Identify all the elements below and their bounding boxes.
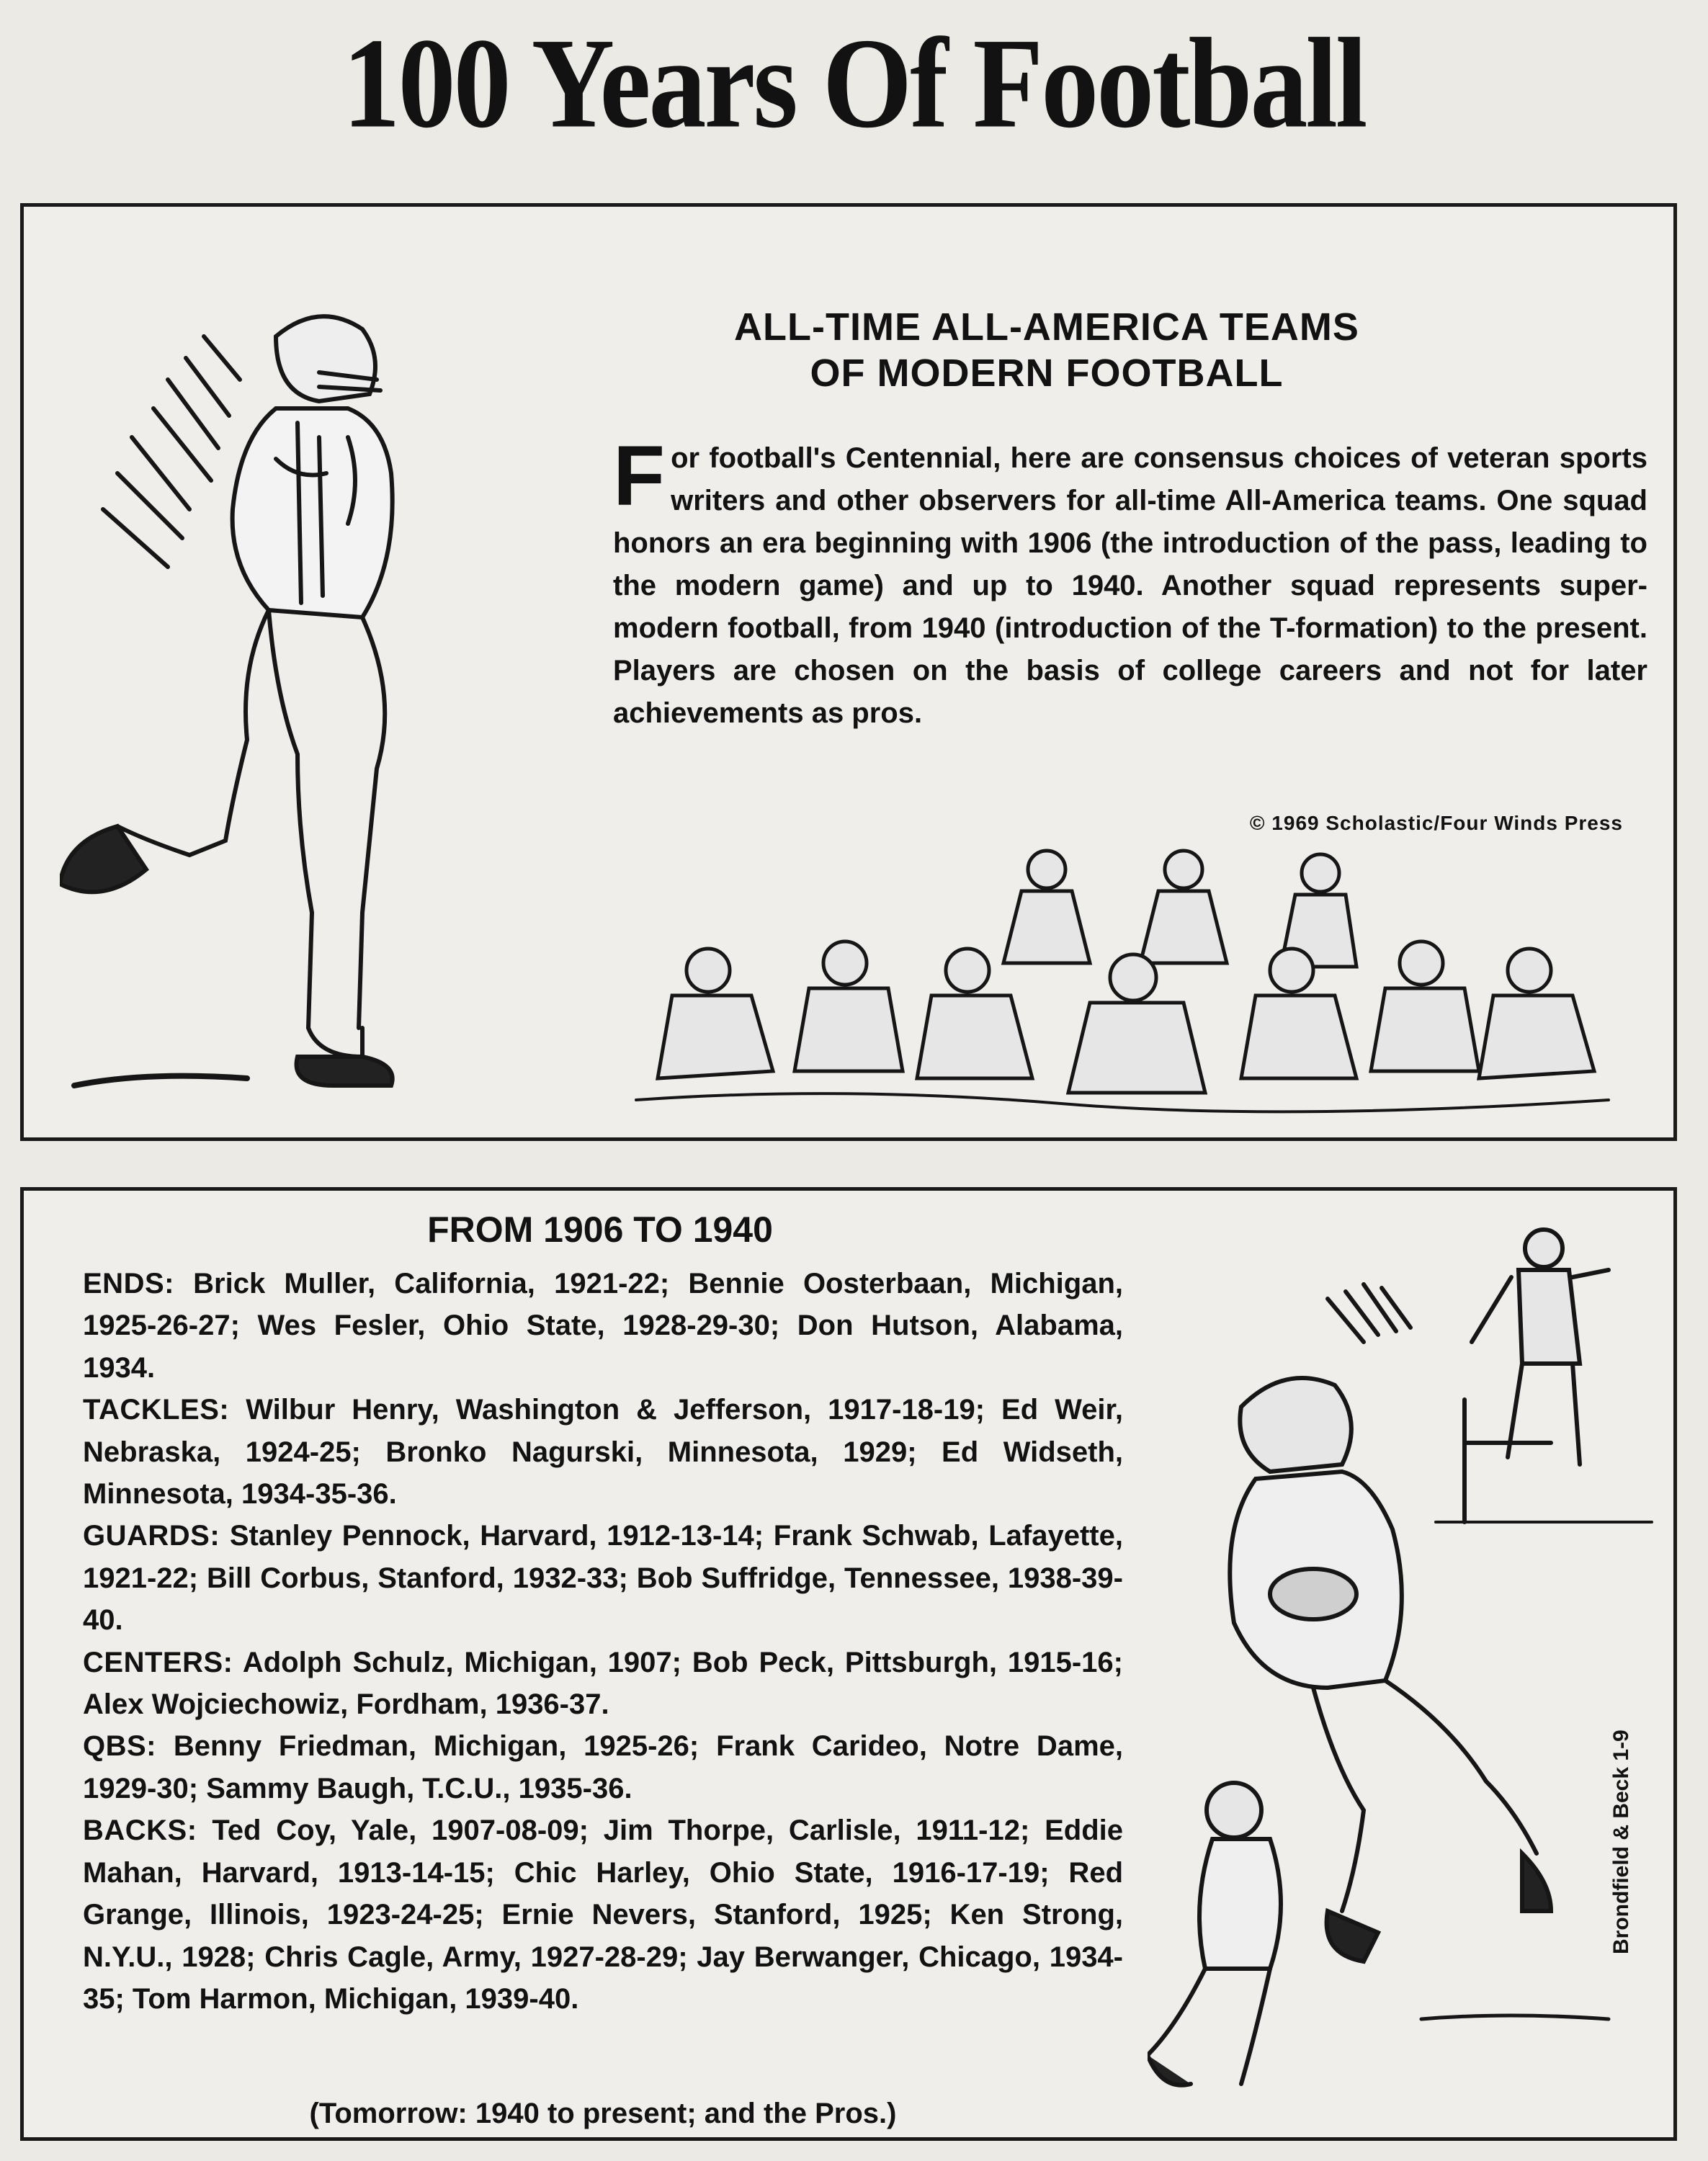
intro-dropcap: F — [613, 429, 666, 524]
roster-entry-qbs — [83, 1725, 1123, 1809]
intro-paragraph — [613, 429, 1647, 735]
position-label: GUARDS: — [83, 1520, 220, 1552]
roster-entry-backs — [83, 1809, 1123, 2020]
intro-text: or football's Centennial, here are consensus choices of veteran sports writers and other observers for all-time All-America teams. One squad honors an era beginning with 1906 (the introduction of the pass, leading to the modern game) and up to 1940. Another squad represents super-modern football, from 1940 (introduction of the T-formation) to the present. Players are chosen on the basis of college careers and not for later achievements as pros. — [613, 442, 1647, 729]
tomorrow-note: (Tomorrow: 1940 to present; and the Pros.) — [309, 2098, 897, 2129]
heading-line-2: OF MODERN FOOTBALL — [810, 352, 1284, 395]
position-players: Wilbur Henry, Washington & Jefferson, 1917-18-19; Ed Weir, Nebraska, 1924-25; Bronko Nagurski, Minnesota, 1929; Ed Widseth, Minnesota, 1934-35-36. — [83, 1394, 1123, 1511]
all-america-heading — [593, 304, 1501, 396]
position-label: CENTERS: — [83, 1646, 233, 1678]
masthead-title: 100 Years Of Football — [342, 11, 1366, 155]
era-title: FROM 1906 TO 1940 — [427, 1209, 773, 1250]
position-players: Stanley Pennock, Harvard, 1912-13-14; Frank Schwab, Lafayette, 1921-22; Bill Corbus, Stanford, 1932-33; Bob Suffridge, Tennessee, 1938-39-40. — [83, 1520, 1123, 1637]
receiver-catching-ball-drawing — [60, 293, 564, 1100]
position-label: BACKS: — [83, 1815, 197, 1847]
position-players: Benny Friedman, Michigan, 1925-26; Frank Carideo, Notre Dame, 1929-30; Sammy Baugh, T.C.U., 1935-36. — [83, 1730, 1123, 1804]
position-players: Brick Muller, California, 1921-22; Bennie Oosterbaan, Michigan, 1925-26-27; Wes Fesler, Ohio State, 1928-29-30; Don Hutson, Alabama, 1934. — [83, 1268, 1123, 1384]
roster-list — [83, 1263, 1123, 2020]
roster-entry-guards — [83, 1515, 1123, 1641]
roster-entry-ends — [83, 1263, 1123, 1389]
artist-signature: Brondfield & Beck 1-9 — [1609, 1730, 1633, 1954]
position-players: Adolph Schulz, Michigan, 1907; Bob Peck, Pittsburgh, 1915-16; Alex Wojciechowiz, Fordham, 1936-37. — [83, 1646, 1123, 1721]
position-label: ENDS: — [83, 1268, 174, 1299]
roster-panel — [20, 1187, 1677, 2141]
heading-line-1: ALL-TIME ALL-AMERICA TEAMS — [734, 305, 1359, 349]
position-label: TACKLES: — [83, 1394, 230, 1426]
copyright-credit: © 1969 Scholastic/Four Winds Press — [1249, 812, 1623, 834]
offensive-line-formation-drawing — [629, 841, 1623, 1129]
ball-carrier-running-drawing — [1148, 1220, 1666, 2127]
position-players: Ted Coy, Yale, 1907-08-09; Jim Thorpe, Carlisle, 1911-12; Eddie Mahan, Harvard, 1913-14-15; Chic Harley, Ohio State, 1916-17-19; Red Grange, Illinois, 1923-24-25; Ernie Nevers, Stanford, 1925; Ken Strong, N.Y.U., 1928; Chris Cagle, Army, 1927-28-29; Jay Berwanger, Chicago, 1934-35; Tom Harmon, Michigan, 1939-40. — [83, 1815, 1123, 2015]
intro-panel — [20, 203, 1677, 1141]
roster-entry-centers — [83, 1642, 1123, 1726]
position-label: QBS: — [83, 1730, 156, 1763]
roster-entry-tackles — [83, 1389, 1123, 1515]
